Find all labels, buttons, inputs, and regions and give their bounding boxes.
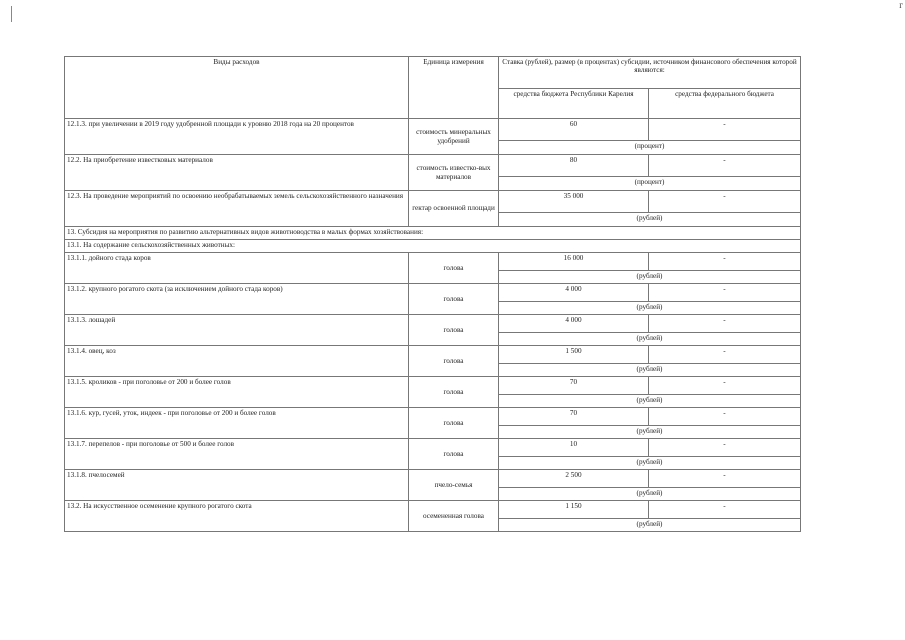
row-measure: (процент) xyxy=(499,141,801,155)
row-unit: голова xyxy=(409,346,499,377)
margin-mark xyxy=(11,6,12,22)
row-unit: голова xyxy=(409,377,499,408)
table-row xyxy=(65,284,801,302)
table-row xyxy=(65,501,801,519)
row-regional-value: 2 500 xyxy=(499,470,649,488)
row-regional-value: 4 000 xyxy=(499,315,649,333)
row-federal-value: - xyxy=(649,346,801,364)
corner-mark: г xyxy=(899,0,903,10)
table-row xyxy=(65,315,801,333)
subsidy-rates-table xyxy=(64,56,801,532)
row-measure: (рублей) xyxy=(499,519,801,532)
row-measure: (рублей) xyxy=(499,213,801,227)
header-regional-budget: средства бюджета Республики Карелия xyxy=(499,89,649,119)
row-name: 13.1.2. крупного рогатого скота (за исключением дойного стада коров) xyxy=(65,284,409,315)
row-name: 13.1.8. пчелосемей xyxy=(65,470,409,501)
row-federal-value: - xyxy=(649,191,801,213)
row-regional-value: 4 000 xyxy=(499,284,649,302)
header-rates: Ставка (рублей), размер (в процентах) субсидии, источником финансового обеспечения которой являются: xyxy=(499,57,801,89)
row-name: 12.2. На приобретение известковых материалов xyxy=(65,155,409,191)
header-federal-budget: средства федерального бюджета xyxy=(649,89,801,119)
table-row xyxy=(65,377,801,395)
row-name: 13.2. На искусственное осеменение крупного рогатого скота xyxy=(65,501,409,532)
row-unit: голова xyxy=(409,315,499,346)
header-unit: Единица измерения xyxy=(409,57,499,119)
row-name: 13.1.4. овец, коз xyxy=(65,346,409,377)
row-regional-value: 1 150 xyxy=(499,501,649,519)
row-unit: осемененная голова xyxy=(409,501,499,532)
row-name: 12.1.3. при увеличении в 2019 году удобренной площади к уровню 2018 года на 20 процентов xyxy=(65,119,409,155)
table-row xyxy=(65,408,801,426)
row-regional-value: 35 000 xyxy=(499,191,649,213)
row-regional-value: 70 xyxy=(499,408,649,426)
row-unit: голова xyxy=(409,284,499,315)
row-federal-value: - xyxy=(649,155,801,177)
row-federal-value: - xyxy=(649,439,801,457)
row-unit: голова xyxy=(409,408,499,439)
row-federal-value: - xyxy=(649,284,801,302)
row-measure: (рублей) xyxy=(499,426,801,439)
row-regional-value: 10 xyxy=(499,439,649,457)
row-regional-value: 16 000 xyxy=(499,253,649,271)
row-federal-value: - xyxy=(649,470,801,488)
row-unit: пчело-семья xyxy=(409,470,499,501)
table-row xyxy=(65,253,801,271)
row-measure: (рублей) xyxy=(499,364,801,377)
table-row xyxy=(65,439,801,457)
row-unit: гектар освоенной площади xyxy=(409,191,499,227)
row-measure: (рублей) xyxy=(499,333,801,346)
row-name: 13.1.5. кроликов - при поголовье от 200 и более голов xyxy=(65,377,409,408)
section-13-1-heading: 13.1. На содержание сельскохозяйственных животных: xyxy=(65,240,801,253)
header-expense-type: Виды расходов xyxy=(65,57,409,119)
row-name: 13.1.7. перепелов - при поголовье от 500 и более голов xyxy=(65,439,409,470)
row-regional-value: 70 xyxy=(499,377,649,395)
row-measure: (рублей) xyxy=(499,457,801,470)
row-federal-value: - xyxy=(649,501,801,519)
section-13-heading: 13. Субсидия на мероприятия по развитию альтернативных видов животноводства в малых формах хозяйствования: xyxy=(65,227,801,240)
row-measure: (рублей) xyxy=(499,395,801,408)
row-federal-value: - xyxy=(649,119,801,141)
row-measure: (рублей) xyxy=(499,271,801,284)
table-row xyxy=(65,470,801,488)
row-federal-value: - xyxy=(649,377,801,395)
row-federal-value: - xyxy=(649,315,801,333)
row-measure: (рублей) xyxy=(499,488,801,501)
row-regional-value: 1 500 xyxy=(499,346,649,364)
table-row xyxy=(65,346,801,364)
row-name: 13.1.1. дойного стада коров xyxy=(65,253,409,284)
row-unit: стоимость минеральных удобрений xyxy=(409,119,499,155)
row-name: 13.1.3. лошадей xyxy=(65,315,409,346)
row-federal-value: - xyxy=(649,253,801,271)
row-federal-value: - xyxy=(649,408,801,426)
table-row xyxy=(65,155,801,177)
row-measure: (процент) xyxy=(499,177,801,191)
row-unit: голова xyxy=(409,253,499,284)
row-name: 12.3. На проведение мероприятий по освоению необрабатываемых земель сельскохозяйственного назначения xyxy=(65,191,409,227)
row-unit: стоимость известко-вых материалов xyxy=(409,155,499,191)
table-row xyxy=(65,119,801,141)
row-regional-value: 80 xyxy=(499,155,649,177)
row-name: 13.1.6. кур, гусей, уток, индеек - при поголовье от 200 и более голов xyxy=(65,408,409,439)
row-unit: голова xyxy=(409,439,499,470)
table-row xyxy=(65,191,801,213)
row-measure: (рублей) xyxy=(499,302,801,315)
row-regional-value: 60 xyxy=(499,119,649,141)
